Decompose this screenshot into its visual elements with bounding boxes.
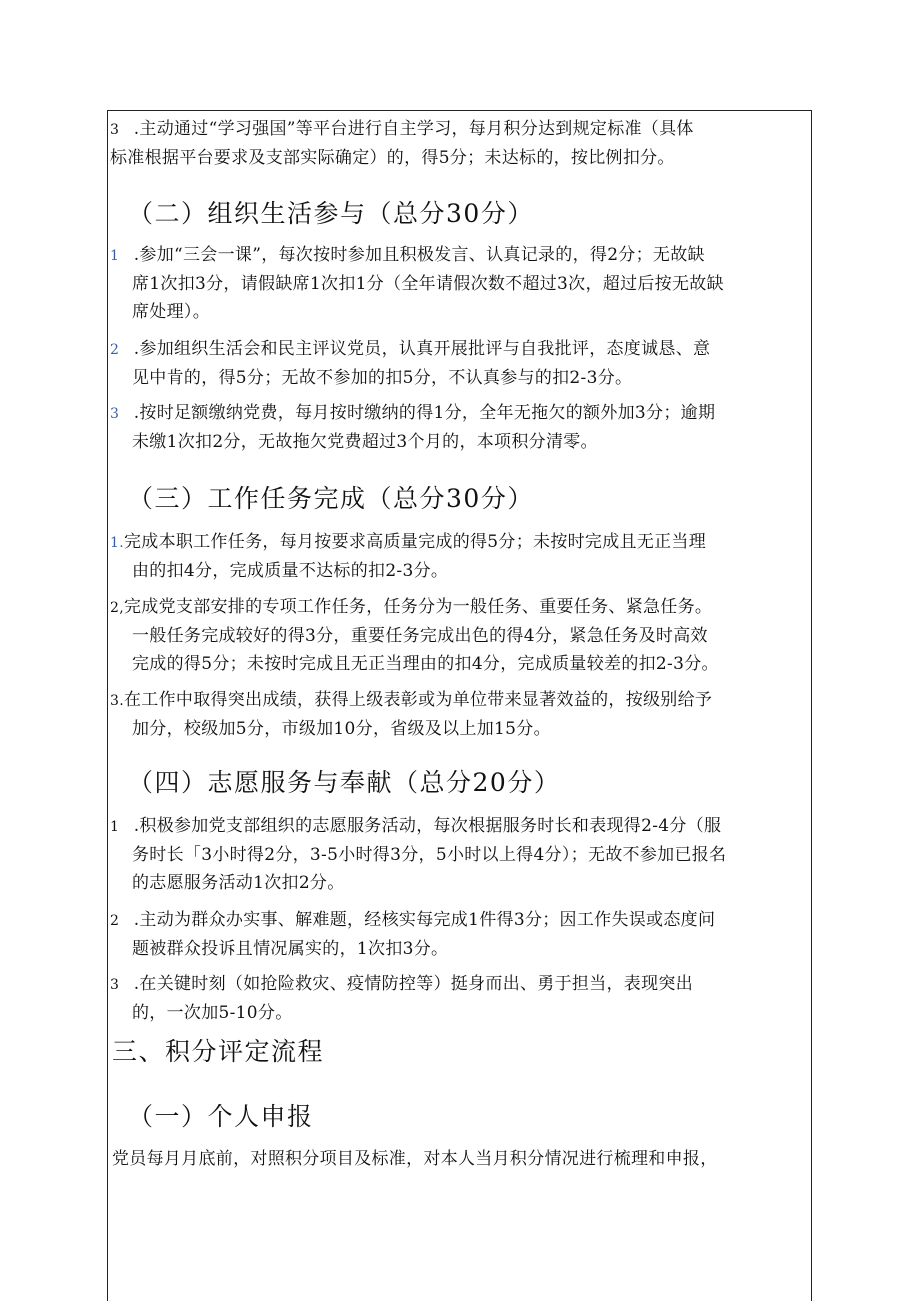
item-number: 1 (110, 248, 120, 264)
paragraph-section-4-item-3: 3 .在关键时刻（如抢险救灾、疫情防控等）挺身而出、勇于担当，表现突出 的，一次加5-10分。 (110, 970, 810, 1027)
paragraph-section-3-item-2: 2,完成党支部安排的专项工作任务，任务分为一般任务、重要任务、紧急任务。 一般任务完成较好的得3分，重要任务完成出色的得4分，紧急任务及时高效 完成的得5分；未按时完成且无正当理由的扣4分，完成质量较差的扣2-3分。 (110, 593, 810, 678)
paragraph-section-2-item-2: 2 .参加组织生活会和民主评议党员，认真开展批评与自我批评，态度诚恳、意 见中肯的，得5分；无故不参加的扣5分，不认真参与的扣2-3分。 (110, 335, 810, 392)
heading-section-3: （三）工作任务完成（总分30分） (128, 484, 534, 513)
paragraph-sub-1: 党员每月月底前，对照积分项目及标准，对本人当月积分情况进行梳理和申报， (112, 1149, 718, 1169)
item-number: 3 (110, 406, 120, 422)
item-number: 3 (110, 122, 120, 138)
heading-section-4: （四）志愿服务与奉献（总分20分） (128, 768, 561, 797)
item-number: 2 (110, 342, 120, 358)
paragraph-item-3-study: 3 .主动通过“学习强国”等平台进行自主学习，每月积分达到规定标准（具体 标准根据平台要求及支部实际确定）的，得5分；未达标的，按比例扣分。 (110, 115, 810, 172)
item-number: 1 (110, 819, 120, 835)
heading-sub-1: （一）个人申报 (128, 1102, 314, 1131)
heading-part-3: 三、积分评定流程 (112, 1037, 325, 1066)
paragraph-section-3-item-3: 3.在工作中取得突出成绩，获得上级表彰或为单位带来显著效益的，按级别给予 加分，校级加5分，市级加10分，省级及以上加15分。 (110, 686, 810, 743)
heading-section-2: （二）组织生活参与（总分30分） (128, 199, 534, 228)
paragraph-section-4-item-1: 1 .积极参加党支部组织的志愿服务活动，每次根据服务时长和表现得2-4分（服 务时长「3小时得2分，3-5小时得3分，5小时以上得4分）；无故不参加已报名 的志愿服务活动1次扣2分。 (110, 812, 810, 897)
item-number: 3. (110, 693, 124, 709)
item-number: 1. (110, 535, 124, 551)
item-number: 2, (110, 600, 124, 616)
paragraph-section-4-item-2: 2 .主动为群众办实事、解难题，经核实每完成1件得3分；因工作失误或态度问 题被群众投诉且情况属实的，1次扣3分。 (110, 906, 810, 963)
item-number: 2 (110, 913, 120, 929)
paragraph-section-2-item-3: 3 .按时足额缴纳党费，每月按时缴纳的得1分，全年无拖欠的额外加3分；逾期 未缴1次扣2分，无故拖欠党费超过3个月的，本项积分清零。 (110, 399, 810, 456)
paragraph-section-3-item-1: 1.完成本职工作任务，每月按要求高质量完成的得5分；未按时完成且无正当理 由的扣4分，完成质量不达标的扣2-3分。 (110, 528, 810, 585)
paragraph-section-2-item-1: 1 .参加“三会一课”，每次按时参加且积极发言、认真记录的，得2分；无故缺 席1次扣3分，请假缺席1次扣1分（全年请假次数不超过3次，超过后按无故缺 席处理）。 (110, 241, 810, 326)
item-number: 3 (110, 977, 120, 993)
